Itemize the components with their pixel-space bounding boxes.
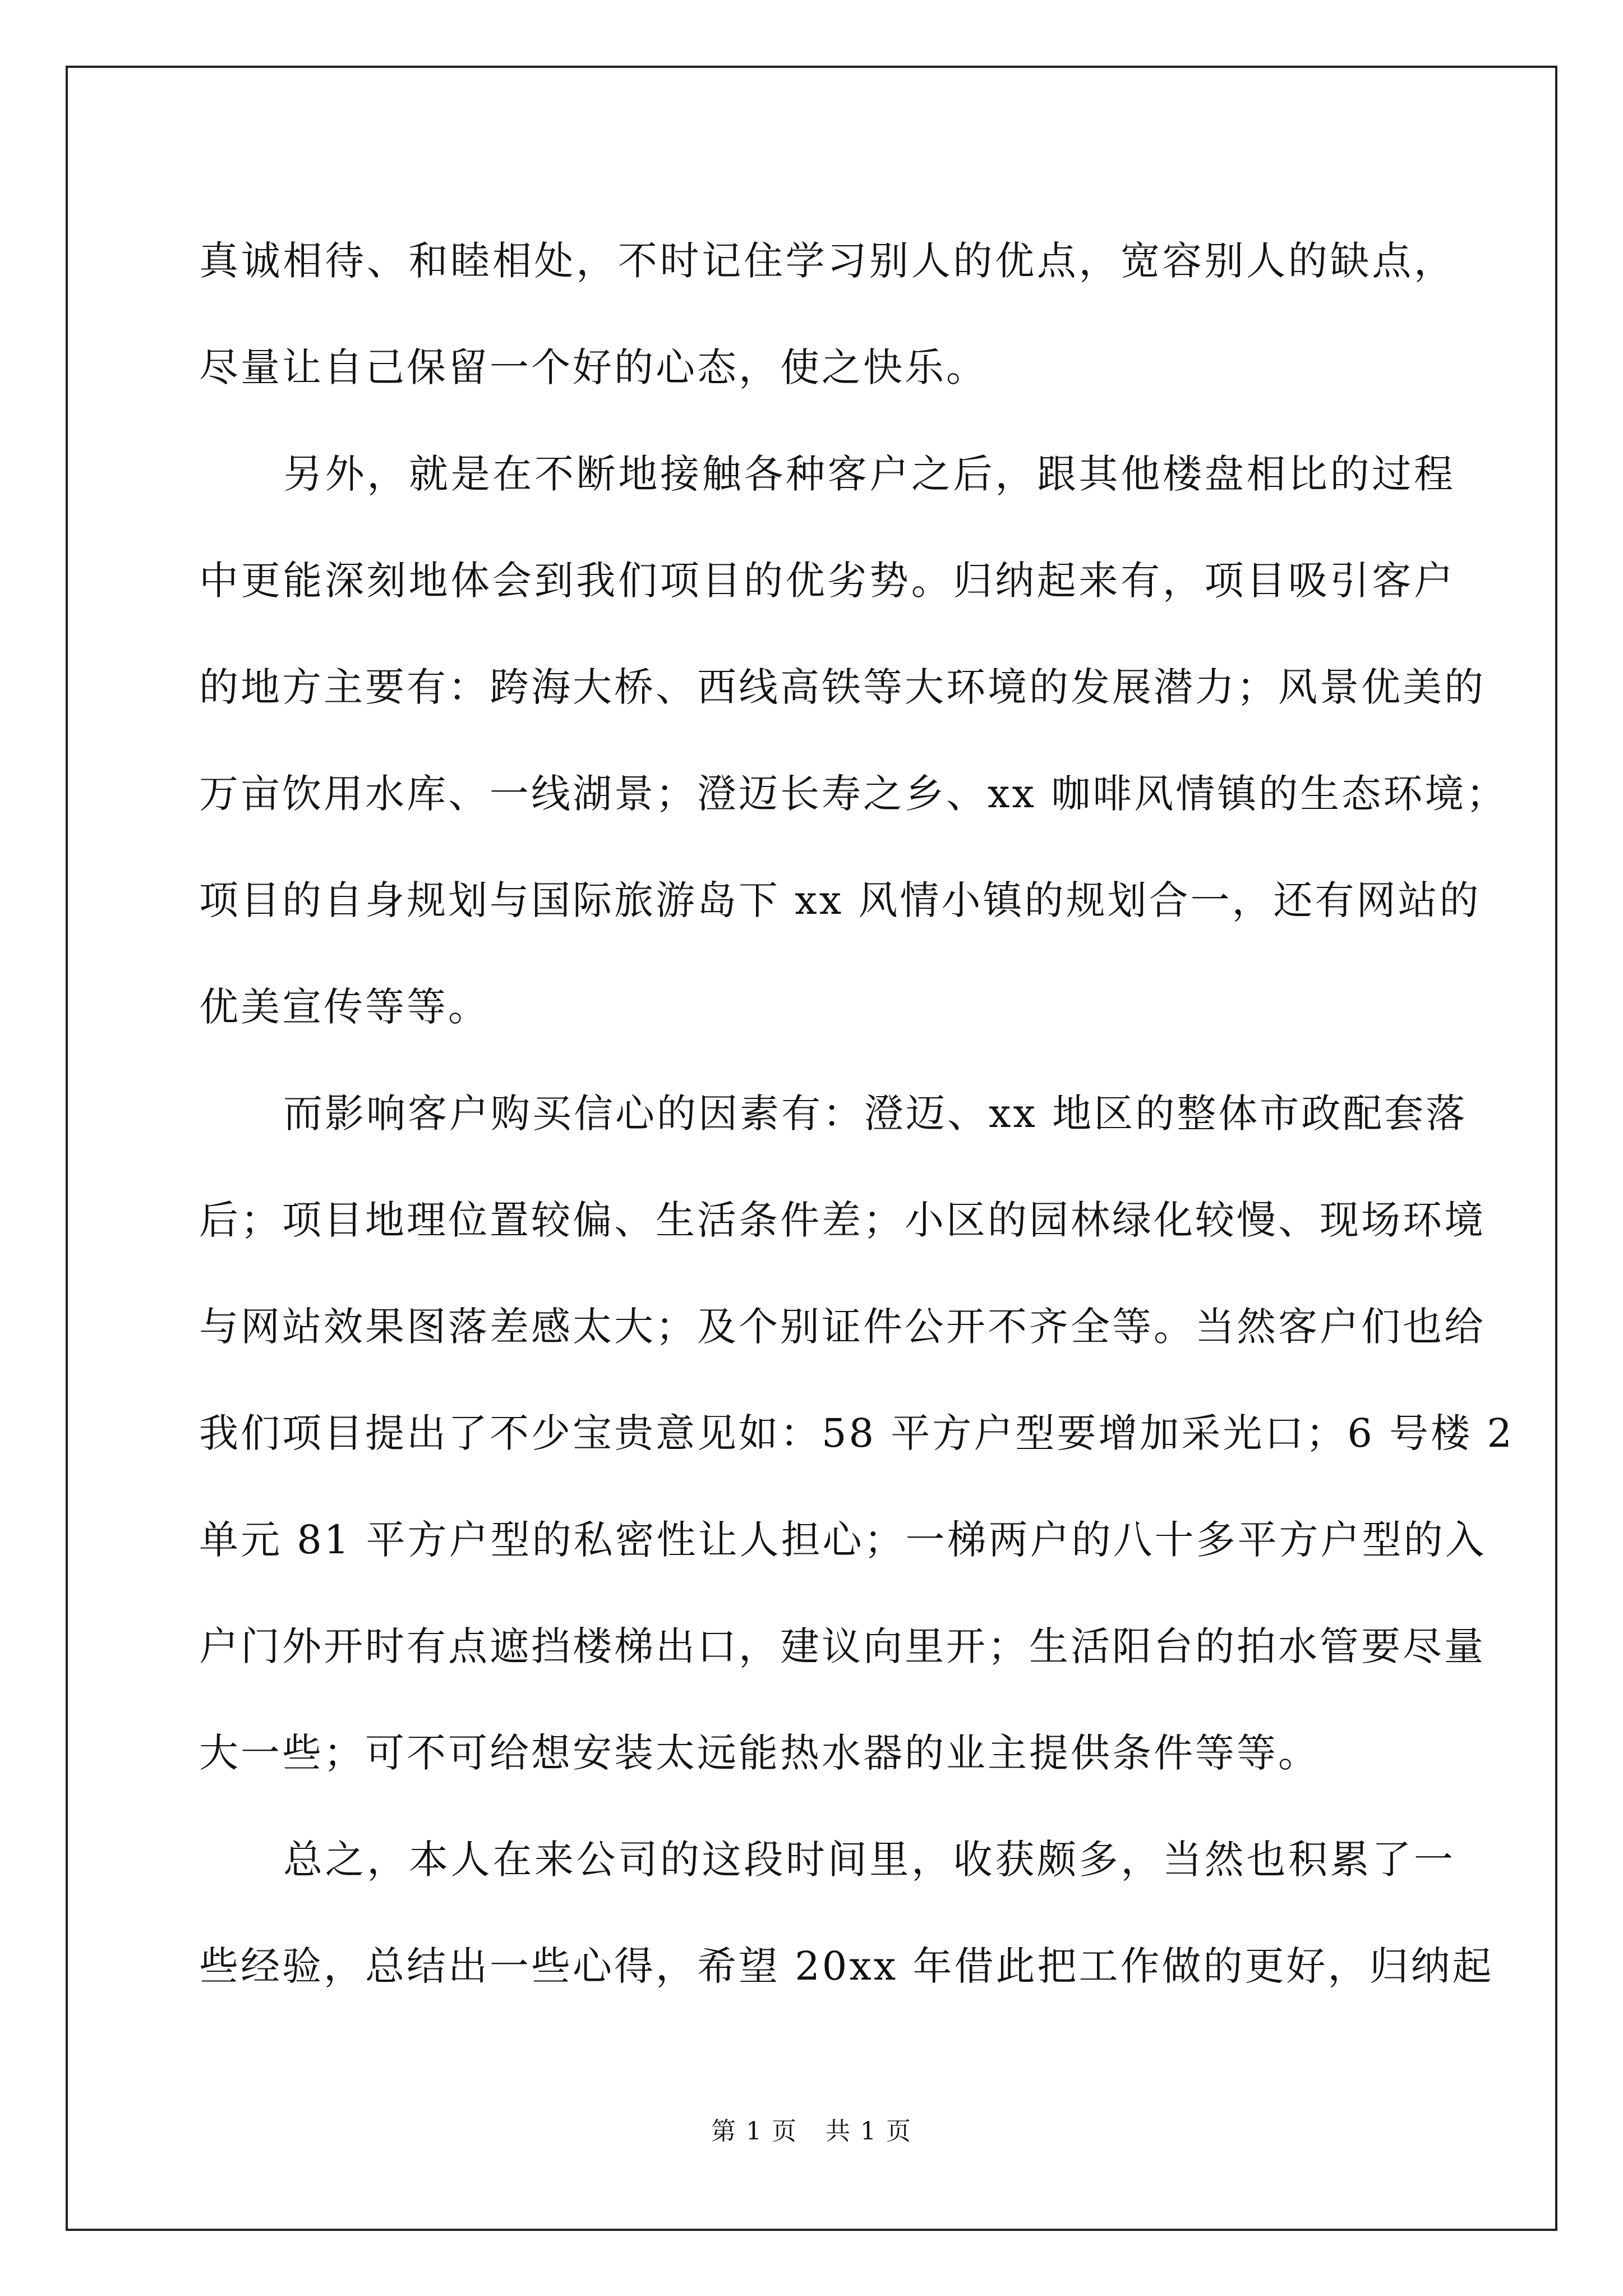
paragraph-start-line: 总之，本人在来公司的这段时间里，收获颇多，当然也积累了一 xyxy=(283,1837,1455,1883)
document-body xyxy=(199,208,1514,2019)
text-line: 万亩饮用水库、一线湖景；澄迈长寿之乡、xx 咖啡风情镇的生态环境； xyxy=(199,771,1508,817)
text-line: 我们项目提出了不少宝贵意见如：58 平方户型要增加采光口；6 号楼 2 xyxy=(199,1410,1514,1456)
text-line: 后；项目地理位置较偏、生活条件差；小区的园林绿化较慢、现场环境 xyxy=(199,1197,1486,1243)
text-line: 户门外开时有点遮挡楼梯出口，建议向里开；生活阳台的拍水管要尽量 xyxy=(199,1623,1486,1669)
text-line: 尽量让自己保留一个好的心态，使之快乐。 xyxy=(199,344,988,390)
paragraph-start-line: 另外，就是在不断地接触各种客户之后，跟其他楼盘相比的过程 xyxy=(283,451,1455,497)
text-line: 的地方主要有：跨海大桥、西线高铁等大环境的发展潜力；风景优美的 xyxy=(199,664,1486,710)
text-line: 单元 81 平方户型的私密性让人担心；一梯两户的八十多平方户型的入 xyxy=(199,1517,1487,1563)
text-line: 些经验，总结出一些心得，希望 20xx 年借此把工作做的更好，归纳起 xyxy=(199,1943,1494,1989)
text-line: 中更能深刻地体会到我们项目的优劣势。归纳起来有，项目吸引客户 xyxy=(199,558,1455,604)
text-line: 优美宣传等等。 xyxy=(199,984,490,1030)
text-line: 与网站效果图落差感太大；及个别证件公开不齐全等。当然客户们也给 xyxy=(199,1304,1486,1350)
page-footer xyxy=(0,2115,1623,2148)
page-number: 第 1 页 xyxy=(711,2117,797,2146)
text-line: 大一些；可不可给想安装太远能热水器的业主提供条件等等。 xyxy=(199,1730,1320,1776)
page-total: 共 1 页 xyxy=(826,2117,912,2146)
text-line: 项目的自身规划与国际旅游岛下 xx 风情小镇的规划合一，还有网站的 xyxy=(199,877,1481,923)
paragraph-start-line: 而影响客户购买信心的因素有：澄迈、xx 地区的整体市政配套落 xyxy=(283,1091,1468,1137)
text-line: 真诚相待、和睦相处，不时记住学习别人的优点，宽容别人的缺点， xyxy=(199,238,1455,284)
